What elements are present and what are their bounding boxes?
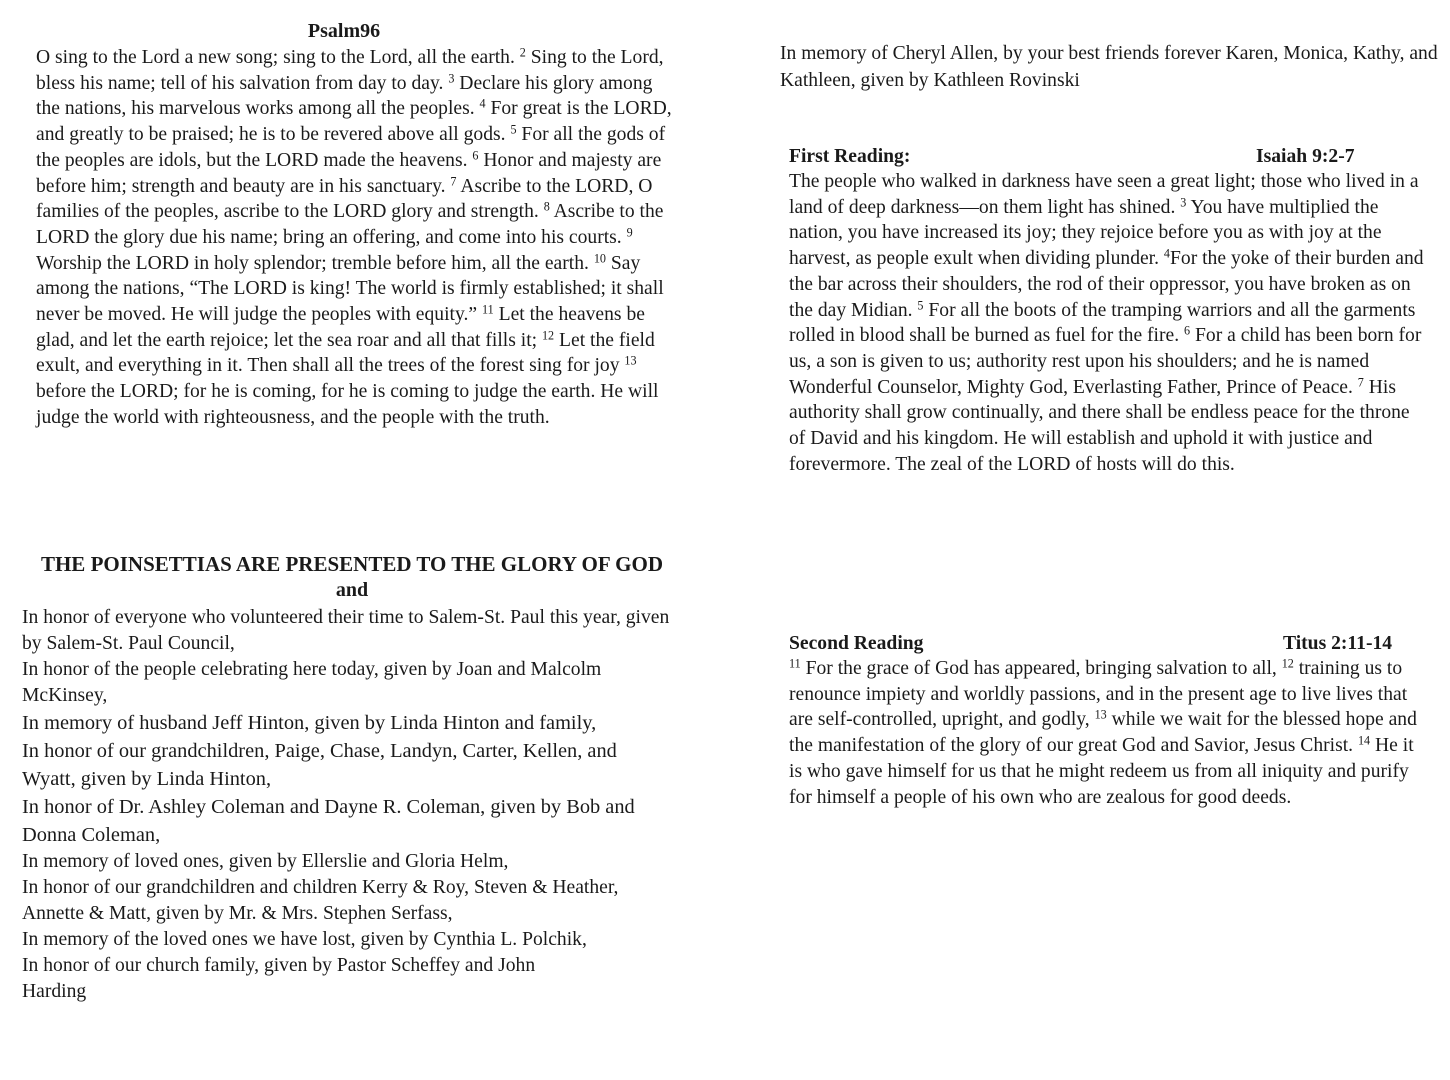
verse-number: 3 — [448, 71, 455, 86]
dedication-item: In memory of Cheryl Allen, by your best friends forever Karen, Monica, Kathy, and Kathleen, given by Kathleen Rovinski — [780, 43, 1438, 91]
psalm-verse-text: Let the field exult, and everything in it. Then shall all the trees of the forest sing for joy — [36, 329, 655, 377]
psalm-verse-text: Say among the nations, “The LORD is king! The world is firmly established; it shall never be moved. He will judge the peoples with equity.” — [36, 252, 664, 326]
reading-verse-text: training us to renounce impiety and worldly passions, and in the present age to live lives that are self-controlled, upright, and godly, — [789, 658, 1408, 731]
psalm-verse-text: For great is the LORD, and greatly to be praised; he is to be revered above all gods. — [36, 98, 672, 146]
verse-number: 12 — [1281, 656, 1294, 671]
reading-verse-text: For a child has been born for us, a son is given to us; authority rest upon his shoulders; and he is named Wonderful Counselor, Mighty God, Everlasting Father, Prince of Peace. — [789, 325, 1422, 398]
psalm-verse-text: Let the heavens be glad, and let the earth rejoice; let the sea roar and all that fills it; — [36, 304, 645, 351]
dedication-item: In honor of Dr. Ashley Coleman and Dayne R. Coleman, given by Bob and Donna Coleman, — [22, 796, 635, 846]
verse-number: 7 — [1357, 374, 1364, 389]
reading-verse-text: The people who walked in darkness have seen a great light; those who lived in a land of deep darkness—on them light has shined. — [789, 171, 1419, 218]
second-reading-text — [789, 656, 1429, 810]
psalm-text — [36, 45, 676, 431]
reading-verse-text: You have multiplied the nation, you have increased its joy; they rejoice before you as with joy at the harvest, as people exult when dividing plunder. — [789, 196, 1382, 270]
reading-verse-text: For all the boots of the tramping warriors and all the garments rolled in blood shall be burned as fuel for the fire. — [789, 299, 1416, 347]
poinsettias-section — [22, 550, 682, 1005]
psalm-verse-text: For all the gods of the peoples are idols, but the LORD made the heavens. — [36, 124, 666, 171]
dedication-item: In honor of the people celebrating here today, given by Joan and Malcolm McKinsey, — [22, 659, 602, 706]
first-reading-text — [789, 169, 1429, 477]
psalm-verse-text: O sing to the Lord a new song; sing to the Lord, all the earth. — [36, 47, 520, 68]
psalm-section — [36, 20, 676, 431]
psalm-verse-text: Worship the LORD in holy splendor; tremble before him, all the earth. — [36, 252, 594, 274]
verse-number: 10 — [593, 250, 606, 265]
dedication-continued — [780, 41, 1440, 94]
reading-verse-text: For the grace of God has appeared, bringing salvation to all, — [800, 658, 1282, 679]
verse-number: 4 — [479, 96, 486, 111]
verse-number: 2 — [519, 45, 526, 60]
dedication-item: In honor of our grandchildren and children Kerry & Roy, Steven & Heather, Annette & Matt, given by Mr. & Mrs. Stephen Serfass, — [22, 877, 619, 924]
dedication-item: In memory of the loved ones we have lost, given by Cynthia L. Polchik, — [22, 929, 587, 950]
reading-verse-text: He it is who gave himself for us that he might redeem us from all iniquity and purify for himself a people of his own who are zealous for good deeds. — [789, 735, 1414, 808]
verse-number: 13 — [1094, 707, 1107, 722]
dedication-item: In honor of our church family, given by Pastor Scheffey and John Harding — [22, 955, 536, 1002]
first-reading-reference: Isaiah 9:2-7 — [1256, 146, 1355, 167]
psalm-title: Psalm96 — [307, 20, 381, 42]
psalm-verse-text: before the LORD; for he is coming, for he is coming to judge the earth. He will judge the world with righteousness, and the people with the truth. — [36, 381, 659, 428]
first-reading-header — [789, 144, 1429, 169]
verse-number: 11 — [789, 656, 801, 671]
dedication-item: In honor of our grandchildren, Paige, Chase, Landyn, Carter, Kellen, and Wyatt, given by Linda Hinton, — [22, 740, 617, 790]
verse-number: 7 — [450, 173, 457, 188]
verse-number: 5 — [510, 122, 517, 137]
second-reading-header — [789, 631, 1429, 656]
psalm-verse-text: Declare his glory among the nations, his marvelous works among all the peoples. — [36, 72, 653, 120]
verse-number: 6 — [472, 148, 479, 163]
poinsettias-heading: THE POINSETTIAS ARE PRESENTED TO THE GLORY OF GOD — [40, 552, 664, 576]
verse-number: 6 — [1184, 323, 1191, 338]
reading-verse-text: while we wait for the blessed hope and the manifestation of the glory of our great God and Savior, Jesus Christ. — [789, 709, 1417, 757]
verse-number: 8 — [543, 199, 550, 214]
verse-number: 13 — [624, 353, 637, 368]
poinsettias-and: and — [335, 579, 369, 601]
first-reading-label: First Reading: — [789, 146, 911, 167]
psalm-verse-text: Sing to the Lord, bless his name; tell of his salvation from day to day. — [36, 47, 664, 94]
dedication-item: In memory of husband Jeff Hinton, given by Linda Hinton and family, — [22, 712, 597, 734]
psalm-verse-text: Ascribe to the LORD the glory due his name; bring an offering, and come into his courts. — [36, 201, 664, 248]
verse-number: 12 — [541, 328, 555, 343]
psalm-verse-text: Ascribe to the LORD, O families of the peoples, ascribe to the LORD glory and strength. — [36, 175, 653, 223]
second-reading-section — [789, 631, 1429, 810]
first-reading-section — [789, 144, 1429, 477]
second-reading-label: Second Reading — [789, 633, 924, 654]
verse-number: 5 — [917, 297, 924, 312]
verse-number: 11 — [482, 302, 494, 317]
verse-number: 9 — [626, 225, 633, 240]
psalm-verse-text: Honor and majesty are before him; strength and beauty are in his sanctuary. — [36, 149, 662, 197]
dedication-item: In honor of everyone who volunteered their time to Salem-St. Paul this year, given by Salem-St. Paul Council, — [22, 607, 670, 654]
verse-number: 4 — [1163, 246, 1170, 261]
verse-number: 14 — [1357, 733, 1371, 748]
reading-verse-text: His authority shall grow continually, and there shall be endless peace for the throne of David and his kingdom. He will establish and uphold it with justice and forevermore. The zeal of the LORD of hosts will do this. — [789, 376, 1410, 475]
verse-number: 3 — [1180, 195, 1187, 210]
reading-verse-text: For the yoke of their burden and the bar across their shoulders, the rod of their oppressor, you have broken as on the day Midian. — [789, 248, 1424, 321]
dedication-item: In memory of loved ones, given by Ellerslie and Gloria Helm, — [22, 851, 509, 872]
second-reading-reference: Titus 2:11-14 — [1283, 633, 1393, 654]
